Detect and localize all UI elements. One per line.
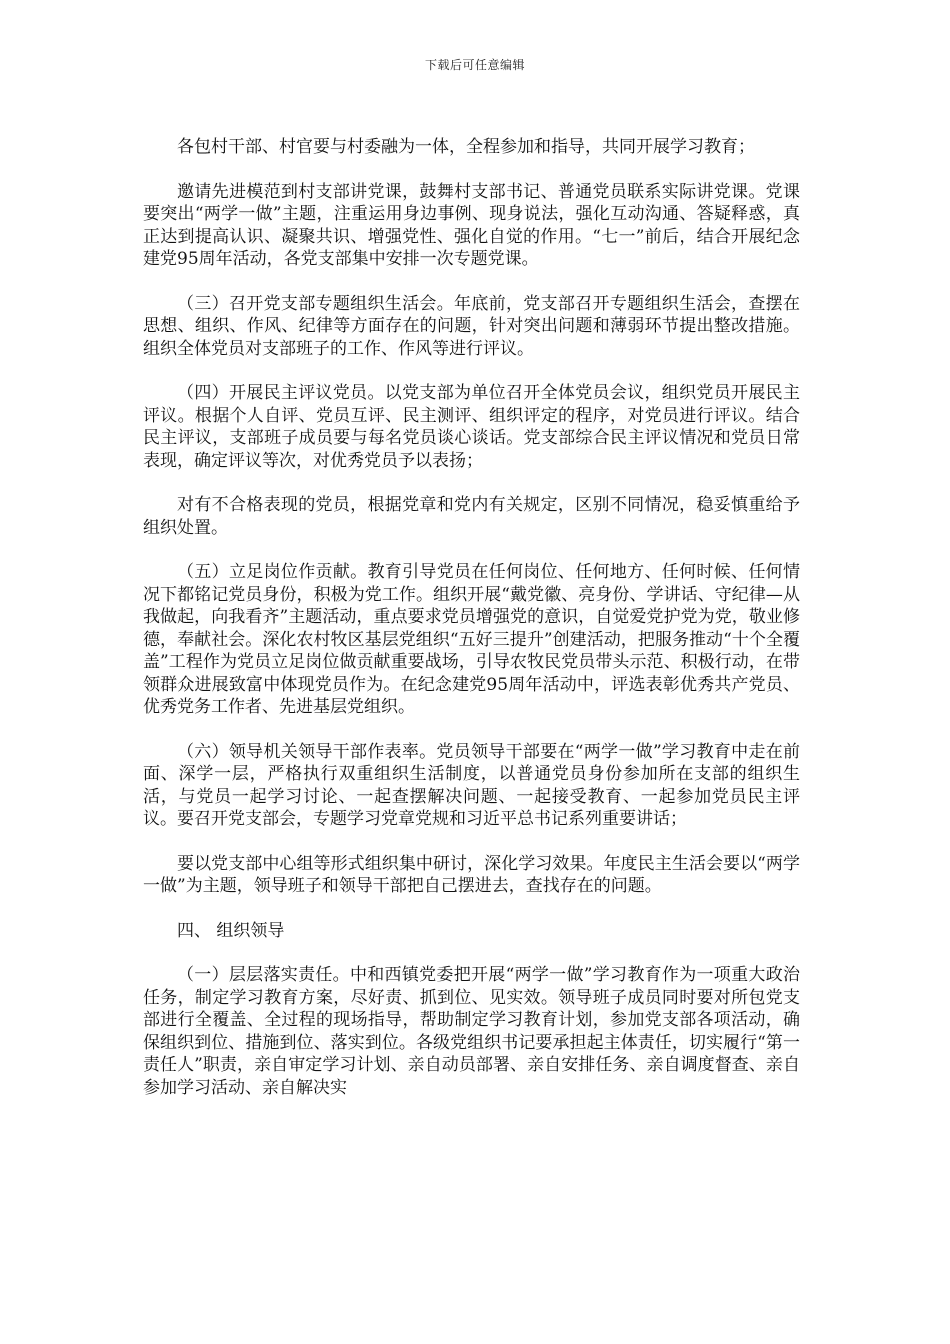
- paragraph-central-group-study: 要以党支部中心组等形式组织集中研讨，深化学习效果。年度民主生活会要以“两学一做”为主题，领导班子和领导干部把自己摆进去，查找存在的问题。: [143, 853, 800, 896]
- section-heading-organization-leadership: 四、 组织领导: [177, 920, 285, 941]
- page-header: 下载后可任意编辑: [424, 58, 525, 72]
- paragraph-leading-cadres: （六）领导机关领导干部作表率。党员领导干部要在“两学一做”学习教育中走在前面、深学一层，严格执行双重组织生活制度，以普通党员身份参加所在支部的组织生活，与党员一起学习讨论、一起查摆解决问题、一起接受教育、一起参加党员民主评议。要召开党支部会，专题学习党章党规和习近平总书记系列重要讲话；: [143, 741, 800, 829]
- paragraph-village-cadres: 各包村干部、村官要与村委融为一体，全程参加和指导，共同开展学习教育；: [177, 137, 755, 157]
- paragraph-post-contribution: （五）立足岗位作贡献。教育引导党员在任何岗位、任何地方、任何时候、任何情况下都铭记党员身份，积极为党工作。组织开展“戴党徽、亮身份、学讲话、守纪律—从我做起，向我看齐”主题活动，重点要求党员增强党的意识，自觉爱党护党为党，敬业修德，奉献社会。深化农村牧区基层党组织“五好三提升”创建活动，把服务推动“十个全覆盖”工程作为党员立足岗位做贡献重要战场，引导农牧民党员带头示范、积极行动，在带领群众进展致富中体现党员作为。在纪念建党95周年活动中，评选表彰优秀共产党员、优秀党务工作者、先进基层党组织。: [143, 562, 800, 717]
- paragraph-layered-responsibility: （一）层层落实责任。中和西镇党委把开展“两学一做”学习教育作为一项重大政治任务，制定学习教育方案，尽好责、抓到位、见实效。领导班子成员同时要对所包党支部进行全覆盖、全过程的现场指导，帮助制定学习教育计划，参加党支部各项活动，确保组织到位、措施到位、落实到位。各级党组织书记要承担起主体责任，切实履行“第一责任人”职责，亲自审定学习计划、亲自动员部署、亲自安排任务、亲自调度督查、亲自参加学习活动、亲自解决实: [143, 965, 800, 1098]
- paragraph-unqualified-members: 对有不合格表现的党员，根据党章和党内有关规定，区别不同情况，稳妥慎重给予组织处置。: [143, 495, 800, 538]
- paragraph-organizational-meeting: （三）召开党支部专题组织生活会。年底前，党支部召开专题组织生活会，查摆在思想、组织、作风、纪律等方面存在的问题，针对突出问题和薄弱环节提出整改措施。组织全体党员对支部班子的工作、作风等进行评议。: [143, 293, 800, 359]
- paragraph-party-lectures: 邀请先进模范到村支部讲党课，鼓舞村支部书记、普通党员联系实际讲党课。党课要突出“两学一做”主题，注重运用身边事例、现身说法，强化互动沟通、答疑释惑，真正达到提高认识、凝聚共识、增强党性、强化自觉的作用。“七一”前后，结合开展纪念建党95周年活动，各党支部集中安排一次专题党课。: [143, 181, 800, 269]
- paragraph-democratic-evaluation: （四）开展民主评议党员。以党支部为单位召开全体党员会议，组织党员开展民主评议。根据个人自评、党员互评、民主测评、组织评定的程序，对党员进行评议。结合民主评议，支部班子成员要与每名党员谈心谈话。党支部综合民主评议情况和党员日常表现，确定评议等次，对优秀党员予以表扬；: [143, 383, 800, 471]
- document-body: [143, 136, 800, 1121]
